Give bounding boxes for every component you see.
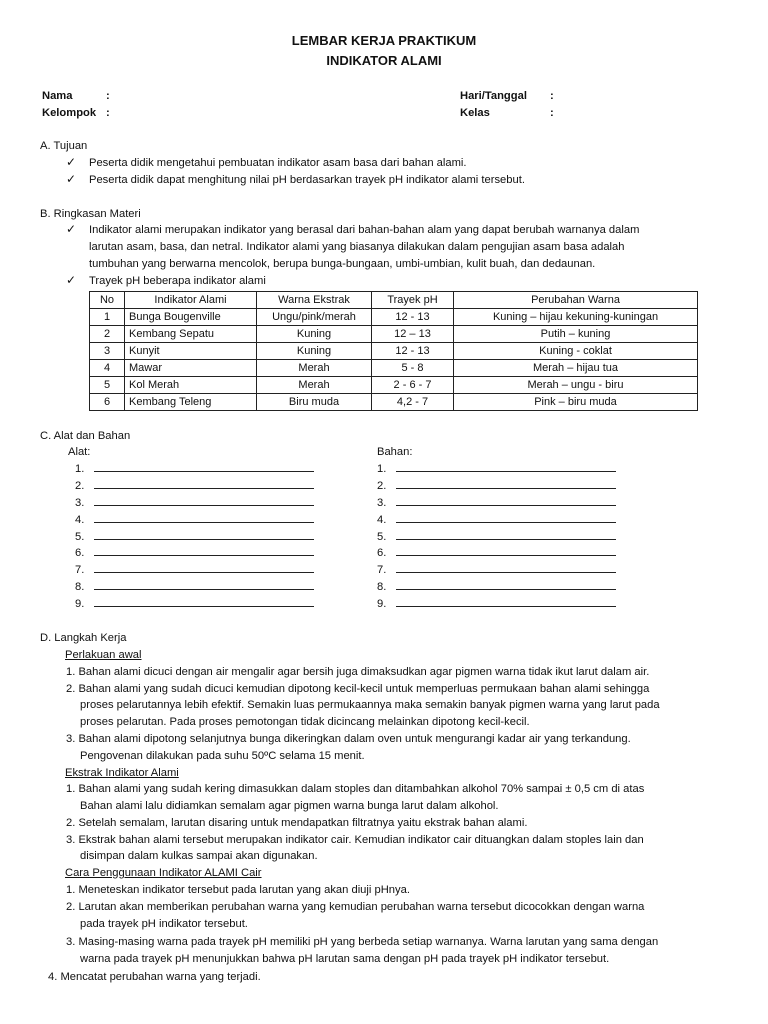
perlakuan-line: 3. Bahan alami dipotong selanjutnya bunga dikeringkan dalam oven untuk mengurangi kadar air yang terkandung. [66, 733, 631, 745]
ringkasan-heading: B. Ringkasan Materi [40, 208, 141, 220]
langkah-heading: D. Langkah Kerja [40, 632, 127, 644]
check-icon: ✓ [66, 222, 77, 236]
tujuan-heading: A. Tujuan [40, 140, 88, 152]
table-row [90, 309, 698, 326]
table-cell: Pink – biru muda [454, 394, 698, 411]
table-row [90, 343, 698, 360]
ekstrak-line: disimpan dalam kulkas sampai akan digunakan. [80, 850, 318, 862]
cara-line: pada trayek pH indikator tersebut. [80, 918, 248, 930]
table-header-row [90, 292, 698, 309]
cara-penggunaan-title: Cara Penggunaan Indikator ALAMI Cair [65, 867, 262, 879]
kelas-colon: : [550, 107, 554, 119]
nama-colon: : [106, 90, 110, 102]
table-header: Trayek pH [372, 292, 454, 309]
table-cell: 6 [90, 394, 125, 411]
tujuan-item: Peserta didik mengetahui pembuatan indikator asam basa dari bahan alami. [89, 157, 467, 169]
table-cell: 2 [90, 326, 125, 343]
table-cell: 2 - 6 - 7 [372, 377, 454, 394]
table-cell: Merah [257, 360, 372, 377]
nama-label: Nama [42, 90, 73, 102]
table-cell: Kembang Teleng [125, 394, 257, 411]
ekstrak-line: 3. Ekstrak bahan alami tersebut merupakan indikator cair. Kemudian indikator cair dituangkan dalam stoples lain dan [66, 834, 644, 846]
table-cell: 5 [90, 377, 125, 394]
ekstrak-line: 1. Bahan alami yang sudah kering dimasukkan dalam stoples dan ditambahkan alkohol 70% sampai ± 0,5 cm di atas [66, 783, 645, 795]
check-icon: ✓ [66, 273, 77, 287]
ringkasan-paragraph-line: larutan asam, basa, dan netral. Indikator alami yang biasanya dilakukan dalam pengujian asam basa adalah [89, 241, 625, 253]
ringkasan-paragraph-line: Indikator alami merupakan indikator yang berasal dari bahan-bahan alam yang dapat berubah warnanya dalam [89, 224, 640, 236]
table-cell: 5 - 8 [372, 360, 454, 377]
table-cell: Putih – kuning [454, 326, 698, 343]
table-row [90, 326, 698, 343]
alat-blank-line[interactable]: 3. [75, 496, 314, 509]
hari-tanggal-label: Hari/Tanggal [460, 90, 527, 102]
bahan-blank-line[interactable]: 6. [377, 546, 616, 559]
table-cell: Kuning [257, 326, 372, 343]
ekstrak-title: Ekstrak Indikator Alami [65, 767, 179, 779]
tujuan-item: Peserta didik dapat menghitung nilai pH berdasarkan trayek pH indikator alami tersebut. [89, 174, 525, 186]
kelas-label: Kelas [460, 107, 490, 119]
bahan-blank-line[interactable]: 2. [377, 479, 616, 492]
table-header: Warna Ekstrak [257, 292, 372, 309]
table-cell: 12 – 13 [372, 326, 454, 343]
trayek-table [89, 291, 698, 411]
alat-blank-line[interactable]: 4. [75, 513, 314, 526]
kelompok-colon: : [106, 107, 110, 119]
alat-label: Alat: [68, 446, 91, 458]
ringkasan-paragraph-line: tumbuhan yang berwarna mencolok, berupa bunga-bungaan, umbi-umbian, kulit buah, dan dedaunan. [89, 258, 596, 270]
cara-line: 3. Masing-masing warna pada trayek pH memiliki pH yang berbeda setiap warnanya. Warna larutan yang sama dengan [66, 936, 659, 948]
table-cell: Kuning - coklat [454, 343, 698, 360]
check-icon: ✓ [66, 172, 77, 186]
table-row [90, 377, 698, 394]
table-cell: 4,2 - 7 [372, 394, 454, 411]
alat-blank-line[interactable]: 7. [75, 563, 314, 576]
table-cell: Merah [257, 377, 372, 394]
cara-line: 2. Larutan akan memberikan perubahan warna yang kemudian perubahan warna tersebut dicocokkan dengan warna [66, 901, 645, 913]
cara-line: 1. Meneteskan indikator tersebut pada larutan yang akan diuji pHnya. [66, 884, 410, 896]
hari-tanggal-colon: : [550, 90, 554, 102]
table-cell: Merah – hijau tua [454, 360, 698, 377]
bahan-blank-line[interactable]: 4. [377, 513, 616, 526]
alat-blank-line[interactable]: 2. [75, 479, 314, 492]
table-cell: Merah – ungu - biru [454, 377, 698, 394]
table-cell: Kuning [257, 343, 372, 360]
alat-blank-line[interactable]: 8. [75, 580, 314, 593]
table-cell: 12 - 13 [372, 343, 454, 360]
alat-blank-line[interactable]: 9. [75, 597, 314, 610]
table-header: Indikator Alami [125, 292, 257, 309]
perlakuan-line: 1. Bahan alami dicuci dengan air mengalir agar bersih juga dimaksudkan agar pigmen warna tidak ikut larut dalam air. [66, 666, 650, 678]
ekstrak-line: 2. Setelah semalam, larutan disaring untuk mendapatkan filtratnya yaitu ekstrak bahan alami. [66, 817, 528, 829]
alat-blank-line[interactable]: 5. [75, 530, 314, 543]
table-row [90, 360, 698, 377]
bahan-label: Bahan: [377, 446, 413, 458]
bahan-blank-line[interactable]: 7. [377, 563, 616, 576]
table-header: No [90, 292, 125, 309]
table-cell: Biru muda [257, 394, 372, 411]
alat-blank-line[interactable]: 6. [75, 546, 314, 559]
table-row [90, 394, 698, 411]
table-cell: Kunyit [125, 343, 257, 360]
bahan-blank-line[interactable]: 8. [377, 580, 616, 593]
table-cell: Kembang Sepatu [125, 326, 257, 343]
kelompok-label: Kelompok [42, 107, 97, 119]
bahan-blank-line[interactable]: 3. [377, 496, 616, 509]
alat-bahan-heading: C. Alat dan Bahan [40, 430, 131, 442]
bahan-blank-line[interactable]: 1. [377, 462, 616, 475]
alat-blank-line[interactable]: 1. [75, 462, 314, 475]
perlakuan-line: proses pelarutan. Pada proses pemotongan tidak dicincang melainkan dipotong kecil-kecil. [80, 716, 530, 728]
table-cell: Bunga Bougenville [125, 309, 257, 326]
perlakuan-line: Pengovenan dilakukan pada suhu 50ºC selama 15 menit. [80, 750, 365, 762]
trayek-intro: Trayek pH beberapa indikator alami [89, 275, 266, 287]
final-step: 4. Mencatat perubahan warna yang terjadi. [48, 971, 261, 983]
table-cell: Mawar [125, 360, 257, 377]
page-subtitle: INDIKATOR ALAMI [326, 53, 442, 68]
table-cell: 12 - 13 [372, 309, 454, 326]
table-cell: 3 [90, 343, 125, 360]
table-cell: Kol Merah [125, 377, 257, 394]
perlakuan-line: proses pelarutannya lebih efektif. Semakin luas permukaannya maka semakin banyak pigmen warna yang larut pada [80, 699, 660, 711]
page-title: LEMBAR KERJA PRAKTIKUM [291, 33, 477, 48]
bahan-blank-line[interactable]: 9. [377, 597, 616, 610]
table-cell: 1 [90, 309, 125, 326]
table-cell: Kuning – hijau kekuning-kuningan [454, 309, 698, 326]
check-icon: ✓ [66, 155, 77, 169]
perlakuan-awal-title: Perlakuan awal [65, 649, 142, 661]
bahan-blank-line[interactable]: 5. [377, 530, 616, 543]
ekstrak-line: Bahan alami lalu didiamkan semalam agar pigmen warna bunga larut dalam alkohol. [80, 800, 499, 812]
table-cell: 4 [90, 360, 125, 377]
cara-line: warna pada trayek pH menunjukkan bahwa pH larutan sama dengan pH pada trayek pH indikator tersebut. [80, 953, 610, 965]
table-header: Perubahan Warna [454, 292, 698, 309]
table-cell: Ungu/pink/merah [257, 309, 372, 326]
perlakuan-line: 2. Bahan alami yang sudah dicuci kemudian dipotong kecil-kecil untuk memperluas permukaan bahan alami sehingga [66, 683, 650, 695]
